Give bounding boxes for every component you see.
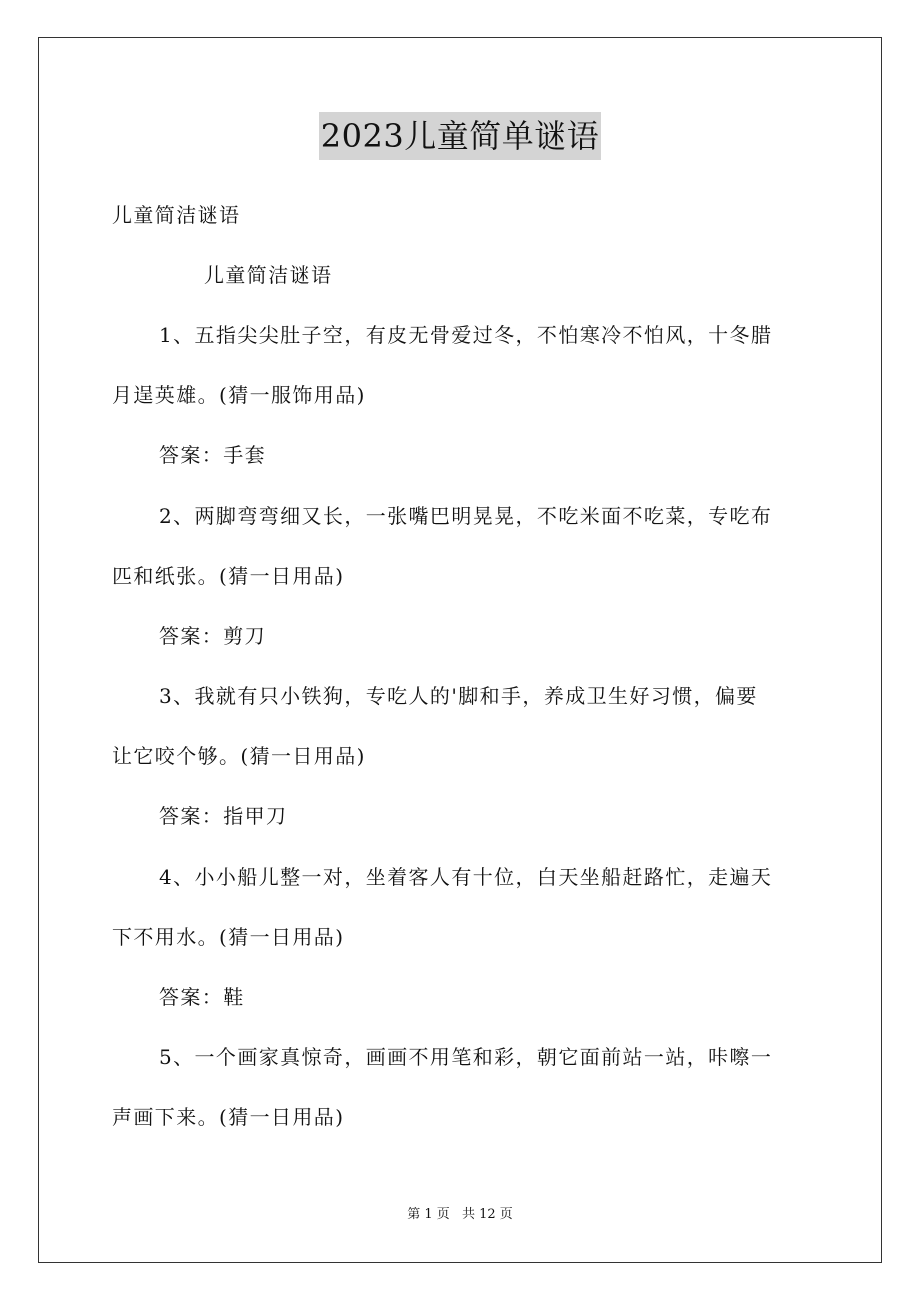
riddle-5-line-1: 5、一个画家真惊奇，画画不用笔和彩，朝它面前站一站，咔嚓一	[159, 1045, 773, 1069]
answer-3: 答案：指甲刀	[159, 804, 288, 828]
page-footer	[0, 1206, 920, 1224]
riddle-3-line-2: 让它咬个够。(猜一日用品)	[112, 744, 366, 768]
title-container	[0, 112, 920, 160]
riddle-2-line-2: 匹和纸张。(猜一日用品)	[112, 564, 345, 588]
riddle-4-line-1: 4、小小船儿整一对，坐着客人有十位，白天坐船赶路忙，走遍天	[159, 865, 773, 889]
section-heading: 儿童简洁谜语	[204, 263, 333, 287]
answer-2: 答案：剪刀	[159, 624, 266, 648]
riddle-5-line-2: 声画下来。(猜一日用品)	[112, 1105, 345, 1129]
page-total: 共 12 页	[461, 1207, 513, 1222]
riddle-4-line-2: 下不用水。(猜一日用品)	[112, 925, 345, 949]
answer-4: 答案：鞋	[159, 985, 245, 1009]
document-title: 2023儿童简单谜语	[319, 112, 601, 160]
page-number: 第 1 页	[407, 1207, 450, 1222]
riddle-1-line-2: 月逞英雄。(猜一服饰用品)	[112, 383, 366, 407]
riddle-2-line-1: 2、两脚弯弯细又长，一张嘴巴明晃晃，不吃米面不吃菜，专吃布	[159, 504, 773, 528]
answer-1: 答案：手套	[159, 443, 266, 467]
riddle-1-line-1: 1、五指尖尖肚子空，有皮无骨爱过冬，不怕寒冷不怕风，十冬腊	[159, 323, 773, 347]
document-subtitle: 儿童简洁谜语	[112, 203, 241, 227]
riddle-3-line-1: 3、我就有只小铁狗，专吃人的'脚和手，养成卫生好习惯，偏要	[159, 684, 758, 708]
